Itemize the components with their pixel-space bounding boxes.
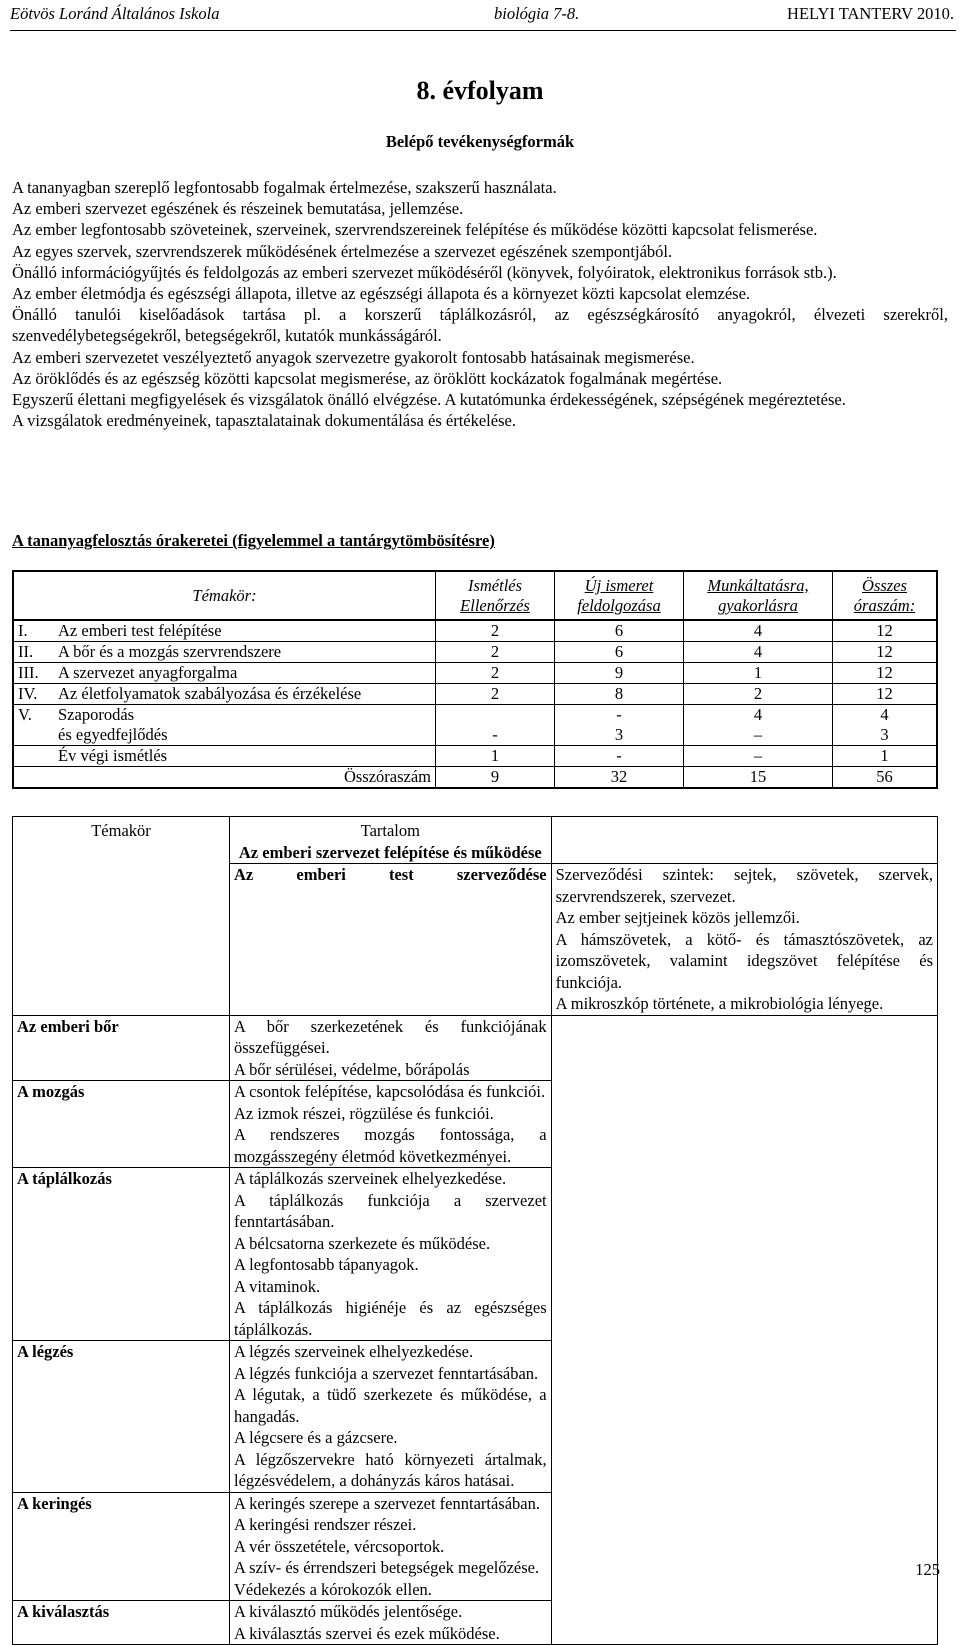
- activity-item: Az emberi szervezet egészének és részeinek bemutatása, jellemzése.: [12, 199, 464, 219]
- activity-item: A tananyagban szereplő legfontosabb fogalmak értelmezése, szakszerű használata.: [12, 178, 557, 197]
- activity-item: A vizsgálatok eredményeinek, tapasztalatainak dokumentálása és értékelése.: [12, 411, 516, 431]
- content-item: A mikroszkóp története, a mikrobiológia lényege.: [555, 994, 884, 1013]
- activity-item: Az emberi szervezetet veszélyeztető anyagok szervezetre gyakorolt fontosabb hatásainak megismerése.: [12, 347, 695, 367]
- content-item: A légzés szerveinek elhelyezkedése.: [234, 1342, 474, 1361]
- header-school: Eötvös Loránd Általános Iskola: [10, 4, 220, 23]
- topic-label: A táplálkozás: [13, 1168, 230, 1341]
- content-row: [13, 1081, 938, 1168]
- content-item: A vér összetétele, vércsoportok.: [234, 1536, 445, 1556]
- topic-content: [230, 1081, 552, 1168]
- content-item: A rendszeres mozgás fontossága, a mozgásszegény életmód következményei.: [234, 1125, 547, 1166]
- content-row: [13, 1015, 938, 1081]
- content-item: A szív- és érrendszeri betegségek megelőzése.: [234, 1558, 540, 1577]
- hours-header-new: Új ismeret feldolgozása: [555, 571, 684, 620]
- page-header: [10, 0, 956, 31]
- content-item: A hámszövetek, a kötő- és támasztószövetek, az izomszövetek, valamint idegszövet felépítése és funkciója.: [555, 929, 933, 992]
- topic-content: [230, 1341, 552, 1493]
- table-row: V. Szaporodás és egyedfejlődés - - 3 4 – 4 3: [13, 705, 937, 746]
- content-item: A légutak, a tüdő szerkezete és működése, a hangadás.: [234, 1385, 547, 1426]
- content-header-row: [13, 817, 938, 864]
- content-row: [13, 1601, 938, 1645]
- content-row: [13, 1492, 938, 1601]
- table-row: IV. Az életfolyamatok szabályozása és érzékelése 2 8 2 12: [13, 684, 937, 705]
- hours-header-row: [13, 571, 937, 620]
- header-subject: biológia 7-8.: [494, 4, 580, 23]
- content-item: A táplálkozás higiénéje és az egészséges táplálkozás.: [234, 1298, 547, 1339]
- content-item: A bőr szerkezetének és funkciójának összefüggései.: [234, 1016, 547, 1057]
- content-item: A keringés szerepe a szervezet fenntartásában.: [234, 1493, 540, 1513]
- activity-item: Önálló tanulói kiselőadások tartása pl. a korszerű táplálkozásról, az egészségkárosító anyagokról, élvezeti szerekről, szenvedélybetegségekről, betegségekről, kutatók munkásságáról.: [12, 305, 948, 346]
- topic-content: [230, 1015, 552, 1081]
- table-row: Év végi ismétlés 1 - – 1: [13, 746, 937, 767]
- content-item: A kiválasztó működés jelentősége.: [234, 1602, 463, 1621]
- table-row: II. A bőr és a mozgás szervrendszere 2 6 4 12: [13, 642, 937, 663]
- topic-content: [230, 1168, 552, 1341]
- hours-header-total: Összes óraszám:: [833, 571, 938, 620]
- content-item: A légcsere és a gázcsere.: [234, 1428, 398, 1447]
- topic-label: Az emberi bőr: [13, 1015, 230, 1081]
- table-row: I. Az emberi test felépítése 2 6 4 12: [13, 620, 937, 642]
- content-item: A bélcsatorna szerkezete és működése.: [234, 1233, 491, 1253]
- total-row: Összóraszám 9 32 15 56: [13, 767, 937, 789]
- topic-content: [230, 1492, 552, 1601]
- topic-label: A keringés: [13, 1492, 230, 1601]
- distribution-title: A tananyagfelosztás órakeretei (figyelemmel a tantárgytömbösítésre): [12, 531, 495, 550]
- content-header-topic: Témakör: [13, 817, 230, 1016]
- content-header-content: Tartalom Az emberi szervezet felépítése és működése: [230, 817, 552, 864]
- content-item: Védekezés a kórokozók ellen.: [234, 1579, 432, 1599]
- content-item: Szerveződési szintek: sejtek, szövetek, szervek, szervrendszerek, szervezet.: [555, 865, 933, 906]
- content-item: A kiválasztás szervei és ezek működése.: [234, 1623, 500, 1643]
- content-item: Az ember sejtjeinek közös jellemzői.: [555, 908, 800, 927]
- activity-item: Az öröklődés és az egészség közötti kapcsolat megismerése, az öröklött kockázatok fogalmának megértése.: [12, 368, 723, 388]
- activity-item: Egyszerű élettani megfigyelések és vizsgálatok önálló elvégzése. A kutatómunka érdekességének, szépségének megéreztetése.: [12, 390, 846, 410]
- topic-label: A kiválasztás: [13, 1601, 230, 1645]
- page-number: 125: [915, 1560, 940, 1579]
- header-curriculum: HELYI TANTERV 2010.: [787, 4, 954, 23]
- content-item: Az izmok részei, rögzülése és funkciói.: [234, 1103, 494, 1123]
- activity-item: Önálló információgyűjtés és feldolgozás az emberi szervezet működéséről (könyvek, folyóiratok, elektronikus források stb.).: [12, 262, 837, 282]
- hours-table: [12, 570, 938, 789]
- content-item: A legfontosabb tápanyagok.: [234, 1255, 419, 1274]
- content-row: [13, 1168, 938, 1341]
- content-item: A vitaminok.: [234, 1276, 321, 1296]
- activity-item: Az egyes szervek, szervrendszerek működésének értelmezése a szervezet egészének szempontjából.: [12, 241, 673, 261]
- hours-header-topic: Témakör:: [13, 571, 436, 620]
- topic-label: Az emberi test szerveződése: [230, 864, 552, 1016]
- topic-label: A mozgás: [13, 1081, 230, 1168]
- content-item: A bőr sérülései, védelme, bőrápolás: [234, 1059, 470, 1079]
- topic-label: A légzés: [13, 1341, 230, 1493]
- content-item: A táplálkozás szerveinek elhelyezkedése.: [234, 1169, 507, 1188]
- content-row: [13, 1341, 938, 1493]
- topic-content: [551, 864, 937, 1016]
- content-item: A légzés funkciója a szervezet fenntartásában.: [234, 1363, 539, 1383]
- activity-item: Az ember életmódja és egészségi állapota, illetve az egészségi állapota és a környezet közti kapcsolat elemzése.: [12, 284, 751, 304]
- content-table: [12, 816, 938, 1645]
- hours-header-practice: Munkáltatásra, gyakorlásra: [684, 571, 833, 620]
- activities-list: [12, 177, 948, 431]
- table-row: III. A szervezet anyagforgalma 2 9 1 12: [13, 663, 937, 684]
- activities-title: Belépő tevékenységformák: [385, 132, 575, 151]
- grade-title: 8. évfolyam: [416, 76, 544, 105]
- topic-content: [230, 1601, 552, 1645]
- content-item: A keringési rendszer részei.: [234, 1515, 417, 1534]
- content-item: A csontok felépítése, kapcsolódása és funkciói.: [234, 1082, 546, 1101]
- activity-item: Az ember legfontosabb szöveteinek, szerveinek, szervrendszereinek felépítése és működése közötti kapcsolat felismerése.: [12, 220, 818, 240]
- hours-header-review: Ismétlés Ellenőrzés: [436, 571, 555, 620]
- content-item: A táplálkozás funkciója a szervezet fenntartásában.: [234, 1190, 547, 1231]
- content-item: A légzőszervekre ható környezeti ártalmak, légzésvédelem, a dohányzás káros hatásai.: [234, 1449, 547, 1490]
